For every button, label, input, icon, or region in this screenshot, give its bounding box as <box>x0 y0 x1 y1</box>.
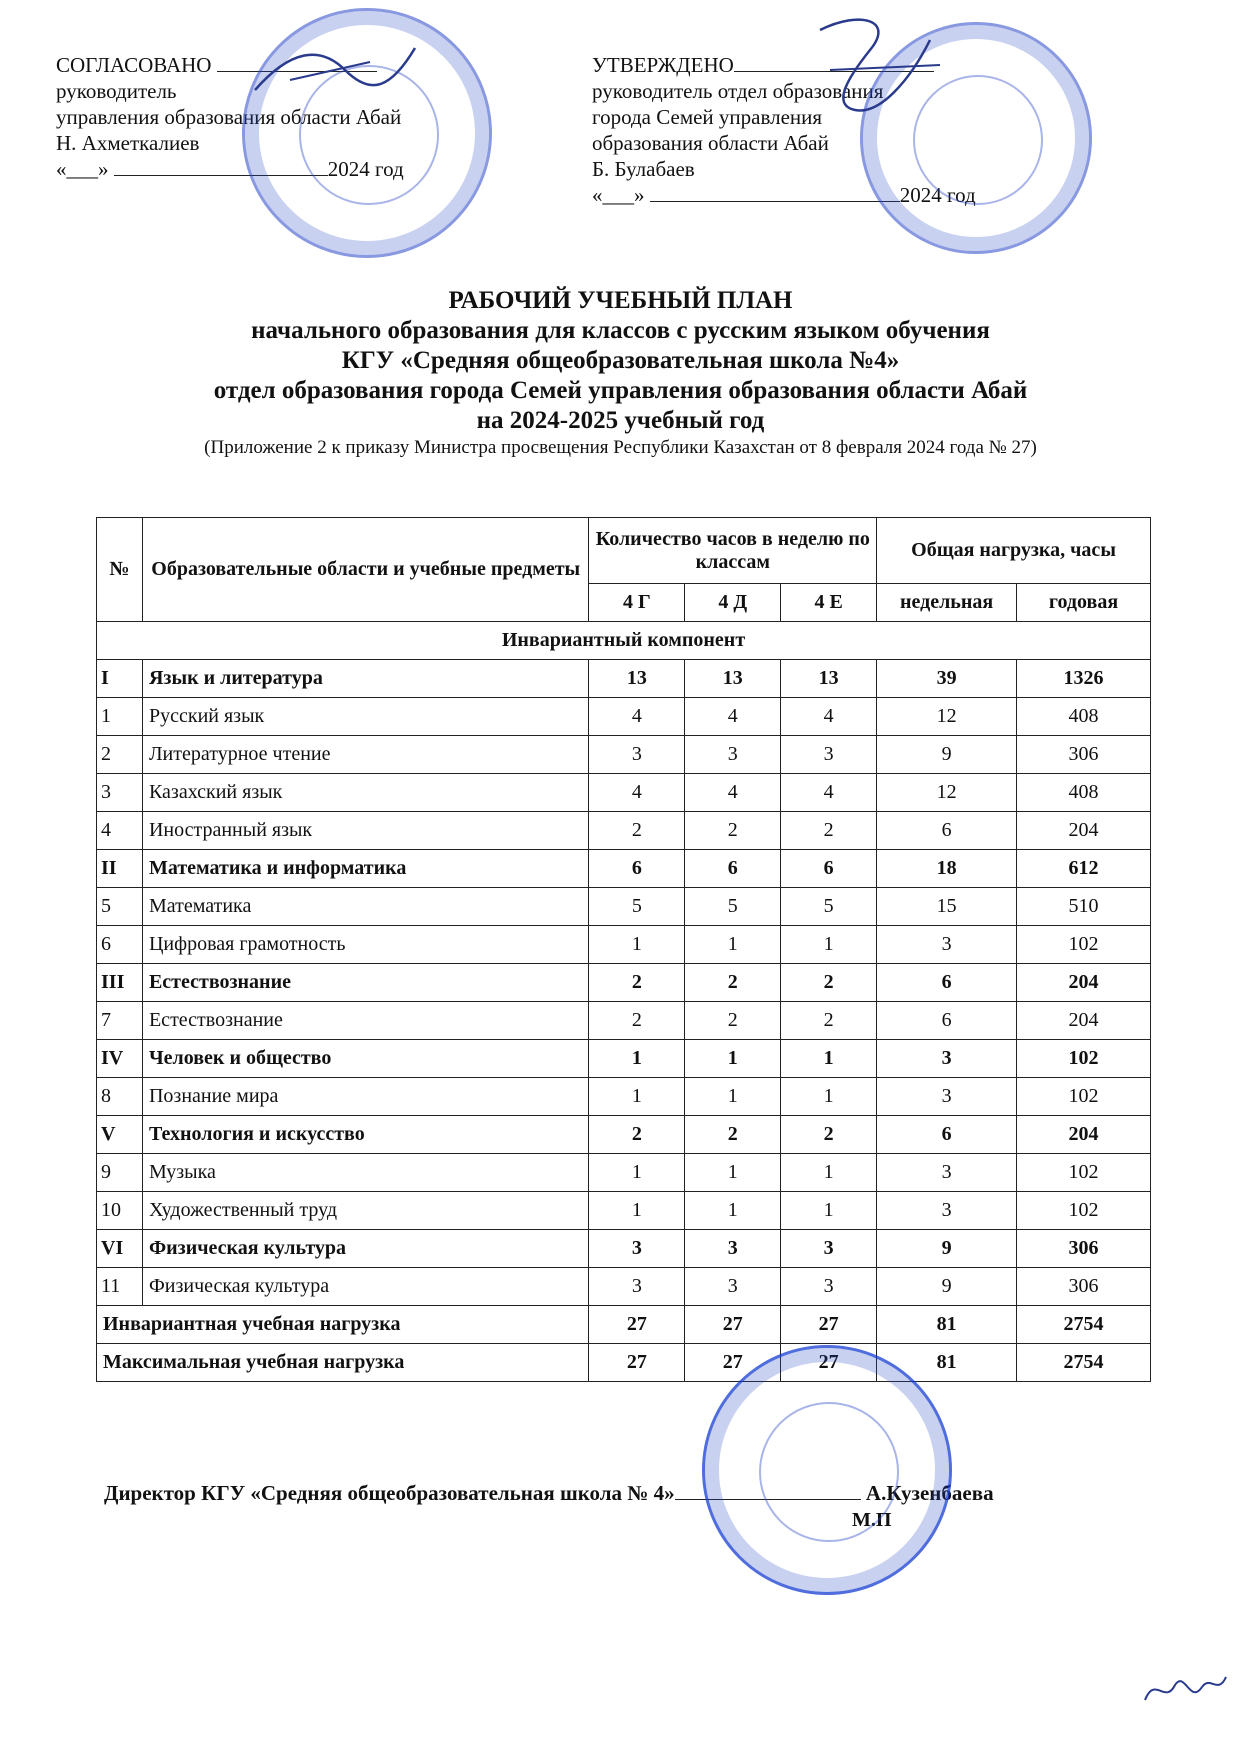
row-num: 3 <box>97 774 143 812</box>
row-subject: Цифровая грамотность <box>142 926 588 964</box>
header-class-e: 4 Е <box>781 584 877 622</box>
approval-right-name: Б. Булабаев <box>592 157 695 181</box>
section-row <box>97 850 1151 888</box>
row-num: 10 <box>97 1192 143 1230</box>
row-value-g: 2 <box>589 964 685 1002</box>
row-value-d: 4 <box>685 698 781 736</box>
component-label: Инвариантный компонент <box>97 622 1151 660</box>
section-row <box>97 964 1151 1002</box>
section-row <box>97 1230 1151 1268</box>
row-value-d: 5 <box>685 888 781 926</box>
row-value-y: 102 <box>1017 1078 1151 1116</box>
header-class-g: 4 Г <box>589 584 685 622</box>
total-value-w: 81 <box>877 1344 1017 1382</box>
row-value-d: 2 <box>685 812 781 850</box>
total-label: Инвариантная учебная нагрузка <box>97 1306 589 1344</box>
row-value-e: 6 <box>781 850 877 888</box>
row-value-w: 6 <box>877 964 1017 1002</box>
approval-right-line1: руководитель отдел образования <box>592 79 884 103</box>
row-value-e: 3 <box>781 736 877 774</box>
approval-right-line3: образования области Абай <box>592 131 829 155</box>
subject-row <box>97 1154 1151 1192</box>
row-value-e: 1 <box>781 1154 877 1192</box>
row-value-g: 3 <box>589 1230 685 1268</box>
total-value-g: 27 <box>589 1344 685 1382</box>
approval-right-line2: города Семей управления <box>592 105 823 129</box>
approval-left-name: Н. Ахметкалиев <box>56 131 200 155</box>
subject-row <box>97 926 1151 964</box>
row-value-d: 3 <box>685 1230 781 1268</box>
row-value-e: 2 <box>781 1002 877 1040</box>
row-num: 6 <box>97 926 143 964</box>
row-value-d: 3 <box>685 1268 781 1306</box>
row-value-d: 2 <box>685 1002 781 1040</box>
row-value-w: 6 <box>877 812 1017 850</box>
row-value-g: 1 <box>589 1154 685 1192</box>
row-num: II <box>97 850 143 888</box>
signature-left-icon <box>250 40 420 100</box>
row-value-y: 306 <box>1017 1268 1151 1306</box>
row-subject: Естествознание <box>142 1002 588 1040</box>
row-value-g: 3 <box>589 1268 685 1306</box>
row-num: 9 <box>97 1154 143 1192</box>
subject-row <box>97 1268 1151 1306</box>
row-value-d: 2 <box>685 1116 781 1154</box>
header-weekly: недельная <box>877 584 1017 622</box>
curriculum-table <box>96 517 1151 1382</box>
subject-row <box>97 1192 1151 1230</box>
approval-left-date-suffix: 2024 год <box>327 157 404 181</box>
signature-bottom-icon <box>1140 1665 1230 1715</box>
title-line5: на 2024-2025 учебный год <box>476 407 765 434</box>
row-value-y: 306 <box>1017 1230 1151 1268</box>
row-value-g: 2 <box>589 1002 685 1040</box>
total-row <box>97 1306 1151 1344</box>
row-num: 5 <box>97 888 143 926</box>
row-value-d: 1 <box>685 1040 781 1078</box>
seal-place-label: М.П <box>852 1509 892 1531</box>
row-value-e: 1 <box>781 1192 877 1230</box>
row-subject: Язык и литература <box>142 660 588 698</box>
row-subject: Физическая культура <box>142 1268 588 1306</box>
row-value-g: 1 <box>589 1192 685 1230</box>
header-class-d: 4 Д <box>685 584 781 622</box>
title-line2: начального образования для классов с русским языком обучения <box>251 317 990 344</box>
row-subject: Русский язык <box>142 698 588 736</box>
row-subject: Естествознание <box>142 964 588 1002</box>
row-value-y: 102 <box>1017 1192 1151 1230</box>
row-value-g: 13 <box>589 660 685 698</box>
row-subject: Художественный труд <box>142 1192 588 1230</box>
row-num: 1 <box>97 698 143 736</box>
row-num: 2 <box>97 736 143 774</box>
row-value-d: 1 <box>685 1192 781 1230</box>
row-value-d: 1 <box>685 926 781 964</box>
row-value-e: 4 <box>781 698 877 736</box>
row-value-y: 204 <box>1017 1116 1151 1154</box>
row-value-g: 2 <box>589 1116 685 1154</box>
signature-right-icon <box>800 10 950 120</box>
row-value-e: 1 <box>781 926 877 964</box>
row-value-y: 102 <box>1017 1040 1151 1078</box>
row-value-d: 13 <box>685 660 781 698</box>
total-value-w: 81 <box>877 1306 1017 1344</box>
row-value-y: 408 <box>1017 698 1151 736</box>
section-row <box>97 1116 1151 1154</box>
row-value-d: 4 <box>685 774 781 812</box>
approval-left-line1: руководитель <box>56 79 177 103</box>
row-value-d: 1 <box>685 1078 781 1116</box>
row-subject: Физическая культура <box>142 1230 588 1268</box>
row-subject: Иностранный язык <box>142 812 588 850</box>
subject-row <box>97 736 1151 774</box>
row-value-e: 2 <box>781 812 877 850</box>
row-value-g: 4 <box>589 698 685 736</box>
approval-right-date-suffix: 2024 год <box>899 183 976 207</box>
row-value-e: 3 <box>781 1268 877 1306</box>
row-value-e: 2 <box>781 964 877 1002</box>
approval-left-heading: СОГЛАСОВАНО <box>56 53 212 77</box>
row-value-d: 3 <box>685 736 781 774</box>
title-line1: РАБОЧИЙ УЧЕБНЫЙ ПЛАН <box>448 287 793 314</box>
row-value-g: 3 <box>589 736 685 774</box>
row-subject: Казахский язык <box>142 774 588 812</box>
row-value-g: 1 <box>589 1040 685 1078</box>
row-subject: Технология и искусство <box>142 1116 588 1154</box>
subject-row <box>97 1078 1151 1116</box>
row-value-y: 306 <box>1017 736 1151 774</box>
row-subject: Человек и общество <box>142 1040 588 1078</box>
title-note: (Приложение 2 к приказу Министра просвещения Республики Казахстан от 8 февраля 2024 года № 27) <box>204 437 1037 458</box>
row-value-y: 612 <box>1017 850 1151 888</box>
total-value-e: 27 <box>781 1306 877 1344</box>
row-subject: Математика и информатика <box>142 850 588 888</box>
row-num: 11 <box>97 1268 143 1306</box>
approval-right-heading: УТВЕРЖДЕНО <box>592 53 734 77</box>
row-value-w: 9 <box>877 1268 1017 1306</box>
row-value-g: 1 <box>589 1078 685 1116</box>
approval-left-line2: управления образования области Абай <box>56 105 402 129</box>
total-label: Максимальная учебная нагрузка <box>97 1344 589 1382</box>
row-num: 8 <box>97 1078 143 1116</box>
row-value-y: 510 <box>1017 888 1151 926</box>
total-value-g: 27 <box>589 1306 685 1344</box>
title-line4: отдел образования города Семей управления образования области Абай <box>213 377 1028 404</box>
total-value-y: 2754 <box>1017 1344 1151 1382</box>
row-value-y: 1326 <box>1017 660 1151 698</box>
row-num: 4 <box>97 812 143 850</box>
row-value-w: 15 <box>877 888 1017 926</box>
row-value-w: 6 <box>877 1002 1017 1040</box>
row-num: 7 <box>97 1002 143 1040</box>
row-value-w: 18 <box>877 850 1017 888</box>
section-row <box>97 1040 1151 1078</box>
row-value-w: 9 <box>877 1230 1017 1268</box>
total-value-e: 27 <box>781 1344 877 1382</box>
row-num: IV <box>97 1040 143 1078</box>
row-subject: Музыка <box>142 1154 588 1192</box>
row-value-y: 204 <box>1017 812 1151 850</box>
approval-left-date-prefix: «___» <box>56 157 109 181</box>
subject-row <box>97 1002 1151 1040</box>
row-value-w: 3 <box>877 926 1017 964</box>
row-value-e: 4 <box>781 774 877 812</box>
row-value-y: 102 <box>1017 926 1151 964</box>
document-title-block <box>0 286 1241 460</box>
total-value-d: 27 <box>685 1344 781 1382</box>
director-text: Директор КГУ «Средняя общеобразовательная школа № 4» <box>104 1481 675 1505</box>
subject-row <box>97 888 1151 926</box>
stamp-bottom-icon <box>702 1345 952 1595</box>
header-subjects: Образовательные области и учебные предметы <box>142 518 588 622</box>
row-value-w: 12 <box>877 698 1017 736</box>
title-line3: КГУ «Средняя общеобразовательная школа №4» <box>341 347 900 374</box>
header-num: № <box>97 518 143 622</box>
row-value-g: 2 <box>589 812 685 850</box>
row-value-g: 4 <box>589 774 685 812</box>
row-value-e: 2 <box>781 1116 877 1154</box>
row-num: III <box>97 964 143 1002</box>
row-value-e: 5 <box>781 888 877 926</box>
row-value-w: 3 <box>877 1040 1017 1078</box>
row-value-g: 5 <box>589 888 685 926</box>
row-value-y: 204 <box>1017 964 1151 1002</box>
row-value-w: 3 <box>877 1078 1017 1116</box>
approval-right-date-prefix: «___» <box>592 183 645 207</box>
row-subject: Познание мира <box>142 1078 588 1116</box>
header-weekly-by-class: Количество часов в неделю по классам <box>589 518 877 584</box>
total-value-y: 2754 <box>1017 1306 1151 1344</box>
section-row <box>97 660 1151 698</box>
subject-row <box>97 698 1151 736</box>
row-value-e: 3 <box>781 1230 877 1268</box>
subject-row <box>97 812 1151 850</box>
row-value-d: 2 <box>685 964 781 1002</box>
row-value-g: 6 <box>589 850 685 888</box>
total-row <box>97 1344 1151 1382</box>
row-value-w: 3 <box>877 1154 1017 1192</box>
row-num: V <box>97 1116 143 1154</box>
total-value-d: 27 <box>685 1306 781 1344</box>
row-value-y: 408 <box>1017 774 1151 812</box>
row-value-w: 6 <box>877 1116 1017 1154</box>
row-num: I <box>97 660 143 698</box>
row-value-e: 1 <box>781 1040 877 1078</box>
row-value-w: 39 <box>877 660 1017 698</box>
row-value-g: 1 <box>589 926 685 964</box>
row-value-d: 6 <box>685 850 781 888</box>
row-value-w: 3 <box>877 1192 1017 1230</box>
row-value-y: 204 <box>1017 1002 1151 1040</box>
subject-row <box>97 774 1151 812</box>
row-subject: Литературное чтение <box>142 736 588 774</box>
header-yearly: годовая <box>1017 584 1151 622</box>
date-line <box>650 183 900 202</box>
director-name: А.Кузенбаева <box>865 1481 994 1505</box>
row-value-e: 13 <box>781 660 877 698</box>
row-value-d: 1 <box>685 1154 781 1192</box>
row-num: VI <box>97 1230 143 1268</box>
header-total-load: Общая нагрузка, часы <box>877 518 1151 584</box>
row-value-w: 12 <box>877 774 1017 812</box>
row-value-w: 9 <box>877 736 1017 774</box>
row-value-y: 102 <box>1017 1154 1151 1192</box>
row-value-e: 1 <box>781 1078 877 1116</box>
row-subject: Математика <box>142 888 588 926</box>
